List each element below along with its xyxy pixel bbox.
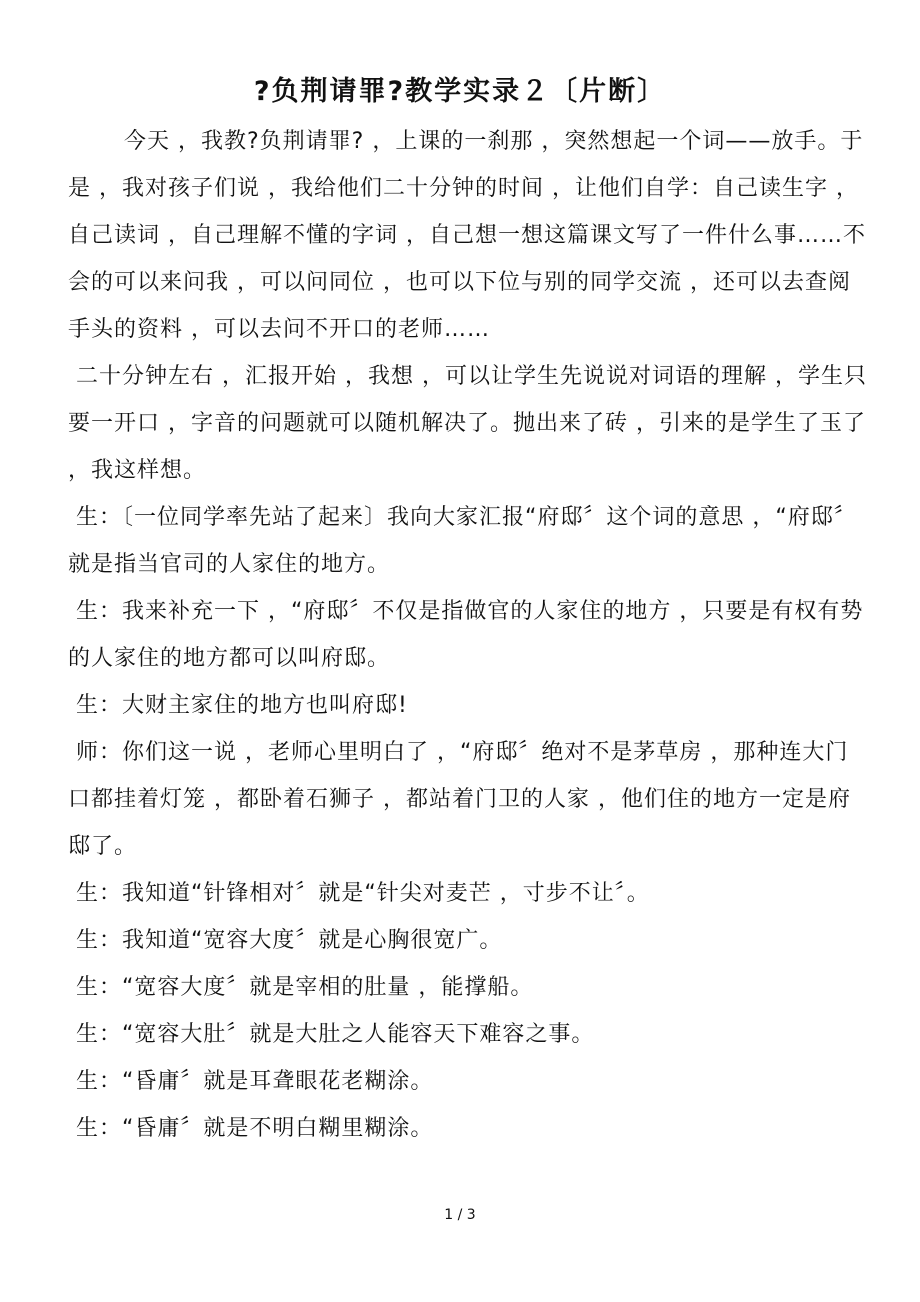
dialogue-line: 生：我知道“宽容大度〞就是心胸很宽广。 xyxy=(76,928,503,953)
document-body xyxy=(68,118,868,1152)
dialogue-line: 生：“昏庸〞就是耳聋眼花老糊涂。 xyxy=(76,1069,434,1094)
dialogue-line: 生：我知道“针锋相对〞就是“针尖对麦芒 ，寸步不让〞。 xyxy=(76,881,650,906)
dialogue-line: 生：大财主家住的地方也叫府邸! xyxy=(76,693,408,718)
dialogue-line: 生：“昏庸〞就是不明白糊里糊涂。 xyxy=(76,1116,434,1141)
dialogue-line: 生：我来补充一下 ，“府邸〞不仅是指做官的人家住的地方 ，只要是有权有势的人家住的地方都可以叫府邸。 xyxy=(68,599,864,671)
dialogue-line: 师：你们这一说 ，老师心里明白了 ，“府邸〞绝对不是茅草房 ，那种连大门口都挂着灯笼 ，都卧着石狮子 ，都站着门卫的人家 ，他们住的地方一定是府邸了。 xyxy=(68,740,851,859)
paragraph-report-start: 二十分钟左右 ，汇报开始 ，我想 ，可以让学生先说说对词语的理解 ，学生只要一开口 ，字音的问题就可以随机解决了。抛出来了砖 ，引来的是学生了玉了 ，我这样想。 xyxy=(68,364,867,483)
page-number: 1 / 3 xyxy=(444,1207,476,1223)
dialogue-line: 生：“宽容大肚〞就是大肚之人能容天下难容之事。 xyxy=(76,1022,595,1047)
paragraph-intro: 今天 ，我教?负荆请罪? ，上课的一刹那 ，突然想起一个词——放手。于是 ，我对孩子们说 ，我给他们二十分钟的时间 ，让他们自学：自己读生字 ，自己读词 ，自己理解不懂的字词 ，自己想一想这篇课文写了一件什么事……不会的可以来问我 ，可以问同位 ，也可以下位与别的同学交流 ，还可以去查阅手头的资料 ，可以去问不开口的老师…… xyxy=(68,129,866,342)
dialogue-line: 生：〔一位同学率先站了起来〕我向大家汇报“府邸〞这个词的意思 ，“府邸〞就是指当官司的人家住的地方。 xyxy=(68,505,857,577)
dialogue-line: 生：“宽容大度〞就是宰相的肚量 ，能撑船。 xyxy=(76,975,534,1000)
document-title: ?负荆请罪?教学实录２〔片断〕 xyxy=(253,76,667,107)
